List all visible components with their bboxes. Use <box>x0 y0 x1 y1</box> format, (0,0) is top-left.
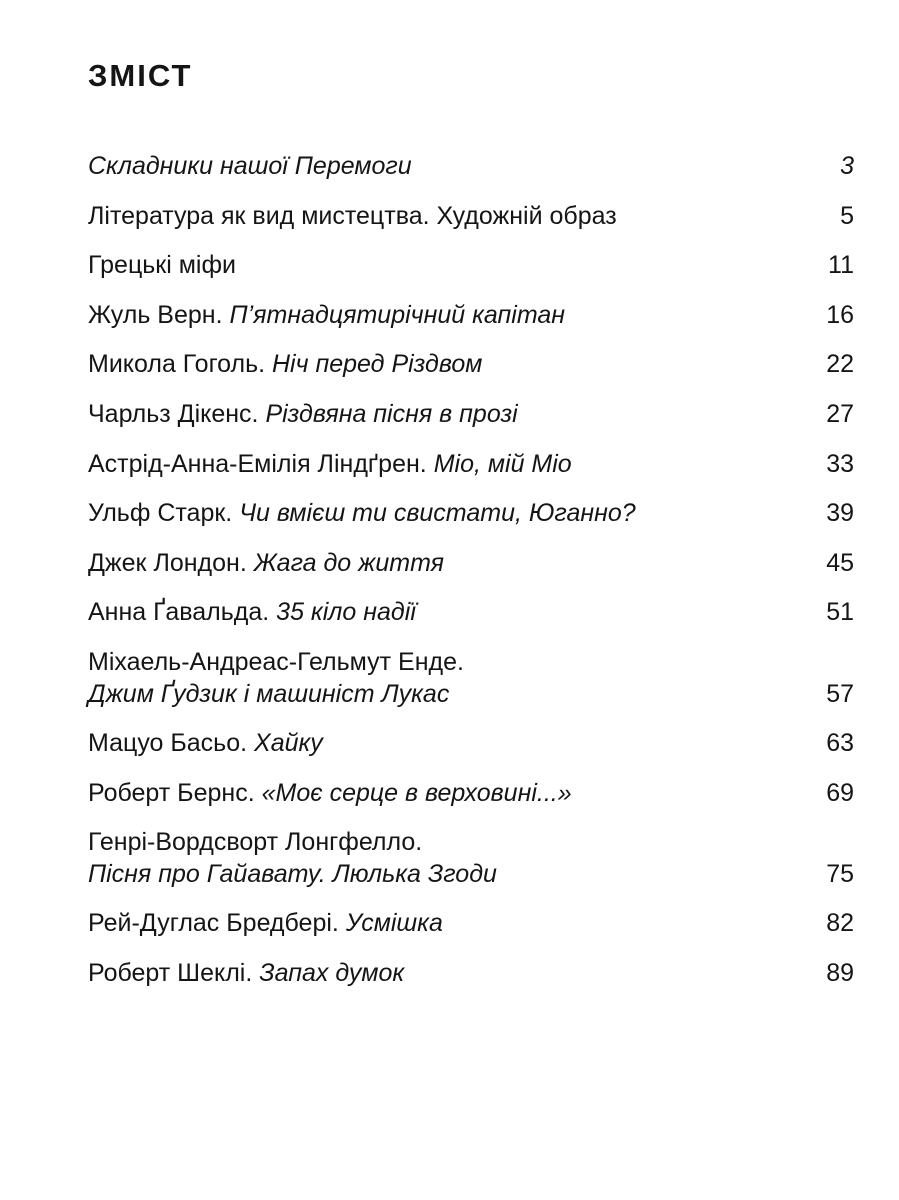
page-number: 69 <box>826 778 854 807</box>
toc-entry <box>88 777 854 809</box>
toc-entry-text <box>88 249 814 281</box>
entry-work: «Моє серце в верховині...» <box>261 778 572 807</box>
toc-entry <box>88 448 854 480</box>
entry-work: П’ятнадцятирічний капітан <box>229 300 566 329</box>
entry-author: Джек Лондон. <box>88 548 254 577</box>
page-number: 33 <box>826 449 854 478</box>
entry-work: Чи вмієш ти свистати, Юганно? <box>239 499 636 528</box>
page-number: 45 <box>826 548 854 577</box>
page-number: 27 <box>826 399 854 428</box>
entry-author: Микола Гоголь. <box>88 350 272 379</box>
toc-entry-text <box>88 497 814 529</box>
page-number: 57 <box>826 679 854 708</box>
page-number: 16 <box>826 300 854 329</box>
entry-work: Запах думок <box>259 958 405 987</box>
entry-work: Джим Ґудзик і машиніст Лукас <box>88 679 450 708</box>
toc-entry <box>88 348 854 380</box>
toc-entry-text <box>88 826 814 890</box>
toc-entry-text <box>88 348 814 380</box>
entry-work: Ніч перед Різдвом <box>272 350 483 379</box>
toc-entry-text <box>88 907 814 939</box>
entry-author: Жуль Верн. <box>88 300 230 329</box>
page-title: ЗМІСТ <box>88 58 193 93</box>
page-number: 39 <box>826 499 854 528</box>
page-number: 11 <box>828 251 854 280</box>
page-number: 75 <box>826 860 854 889</box>
toc-entry <box>88 727 854 759</box>
page-number: 82 <box>826 909 854 938</box>
toc-entry-text <box>88 646 814 710</box>
entry-author: Анна Ґавальда. <box>88 598 277 627</box>
toc-entry-text <box>88 547 814 579</box>
entry-work: Хайку <box>254 728 323 757</box>
page-number: 5 <box>840 201 854 230</box>
toc-entry <box>88 646 854 710</box>
entry-work: Різдвяна пісня в прозі <box>265 399 518 428</box>
page-number: 51 <box>826 598 854 627</box>
toc-entry-text <box>88 200 814 232</box>
toc-entry <box>88 596 854 628</box>
toc-entry-text <box>88 777 814 809</box>
entry-author: Міхаель-Андреас-Гельмут Енде. <box>88 647 464 676</box>
toc-entry <box>88 299 854 331</box>
page-number: 63 <box>826 728 854 757</box>
entry-work: 35 кіло надії <box>276 598 416 627</box>
toc-entry <box>88 398 854 430</box>
entry-work: Пісня про Гайавату. Люлька Згоди <box>88 860 497 889</box>
toc-entry <box>88 249 854 281</box>
entry-title: Грецькі міфи <box>88 251 236 280</box>
entry-author: Роберт Бернс. <box>88 778 262 807</box>
toc-entry <box>88 826 854 890</box>
toc-entry-text <box>88 299 814 331</box>
entry-author: Астрід-Анна-Емілія Ліндґрен. <box>88 449 434 478</box>
entry-author: Чарльз Дікенс. <box>88 399 266 428</box>
toc-entry <box>88 150 854 182</box>
page-number: 89 <box>826 958 854 987</box>
entry-author: Ульф Старк. <box>88 499 240 528</box>
entry-work: Усмішка <box>345 909 443 938</box>
toc-entry-text <box>88 150 814 182</box>
entry-author: Генрі-Вордсворт Лонгфелло. <box>88 828 423 857</box>
toc-list <box>88 150 854 1006</box>
toc-entry <box>88 957 854 989</box>
toc-entry <box>88 200 854 232</box>
toc-entry-text <box>88 727 814 759</box>
toc-entry-text <box>88 596 814 628</box>
entry-author: Роберт Шеклі. <box>88 958 260 987</box>
entry-title: Література як вид мистецтва. Художній образ <box>88 201 617 230</box>
toc-entry-text <box>88 448 814 480</box>
toc-entry <box>88 907 854 939</box>
page-number: 3 <box>840 152 854 180</box>
toc-entry-text <box>88 957 814 989</box>
entry-work: Міо, мій Міо <box>433 449 572 478</box>
page-number: 22 <box>826 350 854 379</box>
toc-entry-text <box>88 398 814 430</box>
entry-title: Складники нашої Перемоги <box>88 152 412 180</box>
entry-work: Жага до життя <box>253 548 444 577</box>
toc-entry <box>88 547 854 579</box>
entry-author: Рей-Дуглас Бредбері. <box>88 909 346 938</box>
toc-entry <box>88 497 854 529</box>
entry-author: Мацуо Басьо. <box>88 728 255 757</box>
